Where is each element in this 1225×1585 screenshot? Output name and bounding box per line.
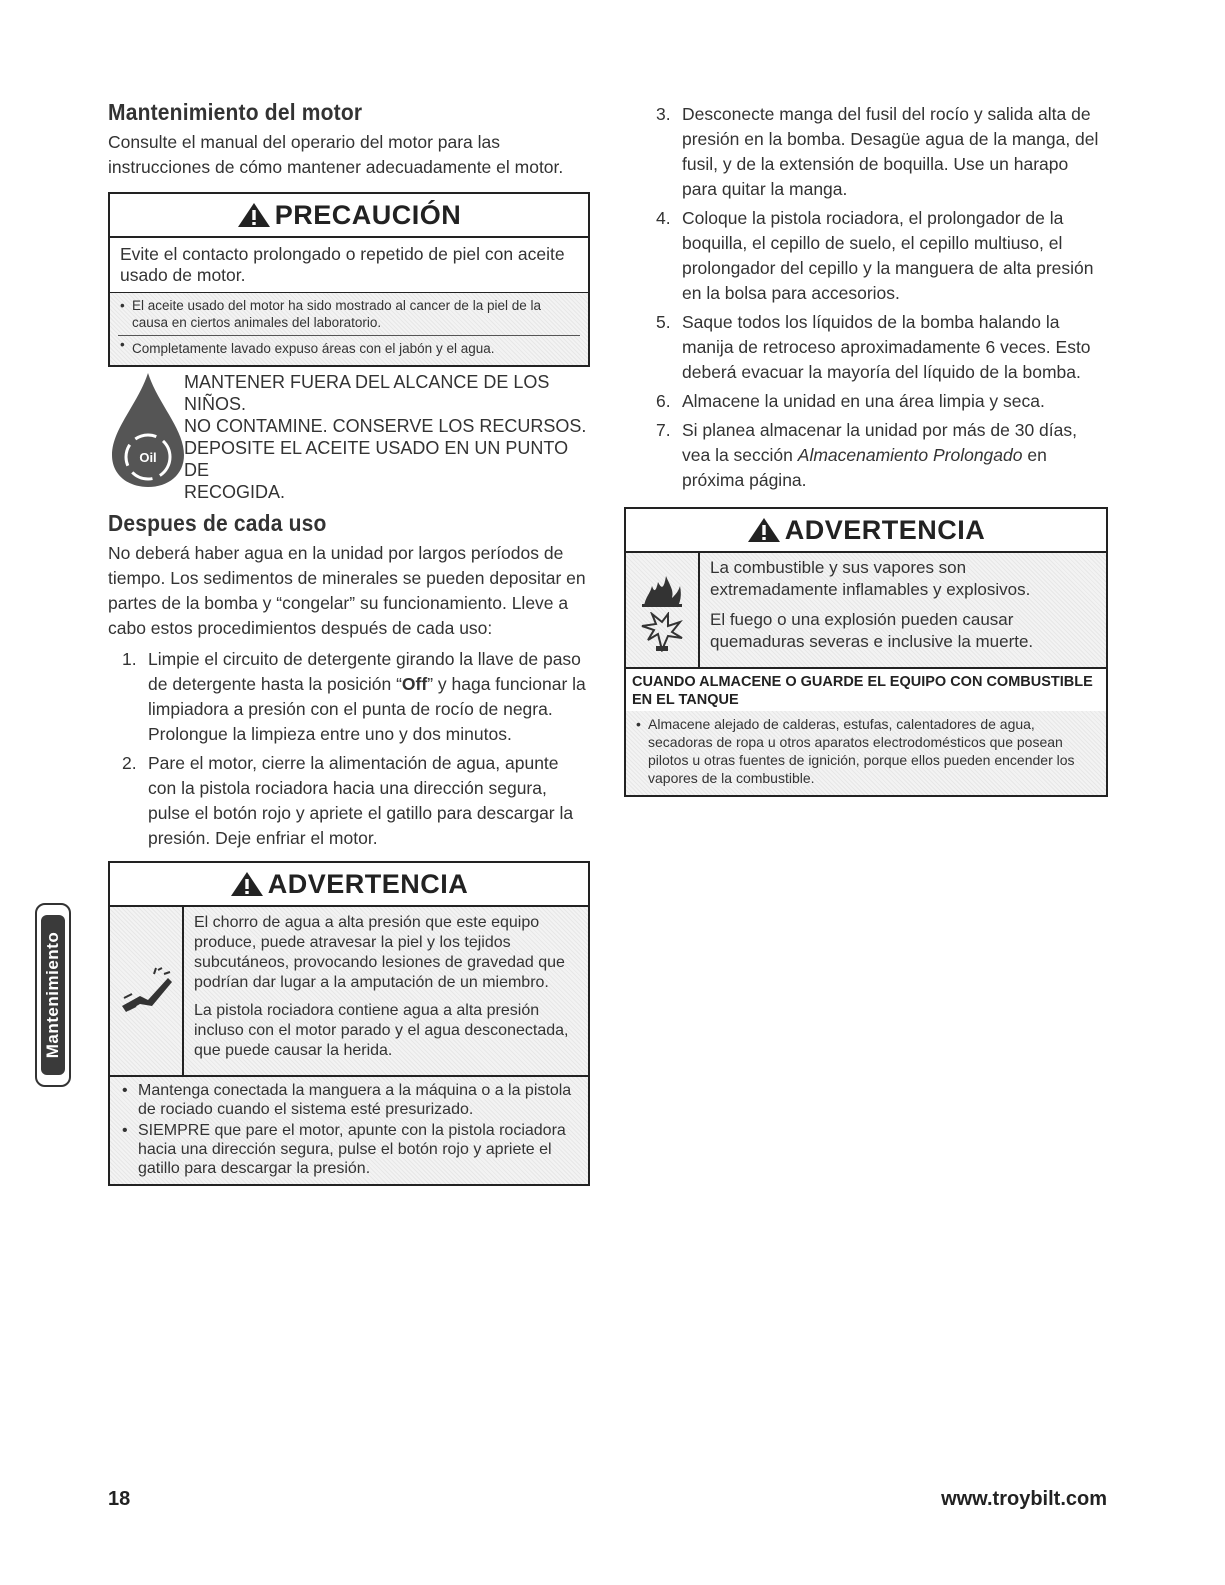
section-side-tab <box>35 903 71 1087</box>
step-number: 6. <box>656 391 671 411</box>
warning-header <box>626 509 1106 553</box>
caution-header <box>110 194 588 238</box>
fuel-storage-bullet: • Almacene alejado de calderas, estufas, calentadores de agua, secadoras de ropa u otros aparatos electrodomésticos que posean pilotos u otras fuentes de ignición, porque ellos pueden encender los vapores de la combustible. <box>634 715 1098 787</box>
step-item: 6. Almacene la unidad en una área limpia y seca. <box>642 389 1108 414</box>
storage-steps <box>642 102 1108 493</box>
warning-triangle-icon <box>747 517 781 543</box>
caution-bullet: • Completamente lavado expuso áreas con el jabón y el agua. <box>118 335 580 357</box>
step-item: 4. Coloque la pistola rociadora, el prolongador de la boquilla, el cepillo de suelo, el cepillo multiuso, el prolongador del cepillo y la manguera de alta presión en la bolsa para accesorios. <box>656 208 1094 303</box>
warning-paragraph: La combustible y sus vapores son extremadamente inflamables y explosivos. <box>710 558 1031 599</box>
side-tab-label: Mantenimiento <box>43 931 62 1059</box>
step-item: 2. Pare el motor, cierre la alimentación de agua, apunte con la pistola rociadora hacia una dirección segura, pulse el botón rojo y apriete el gatillo para descargar la presión. Deje enfriar el motor. <box>122 753 574 848</box>
caution-text: Evite el contacto prolongado o repetido de piel con aceite usado de motor. <box>110 238 588 293</box>
warning-title: ADVERTENCIA <box>784 515 986 545</box>
after-use-body: No deberá haber agua en la unidad por largos períodos de tiempo. Los sedimentos de minerales se pueden depositar en partes de la bomba y “congelar” su funcionamiento. Lleve a cabo estos procedimientos después de cada uso: <box>108 543 586 638</box>
warning-paragraph: El chorro de agua a alta presión que este equipo produce, puede atravesar la piel y los tejidos subcutáneos, provocando lesiones de gravedad que podrían dar lugar a la amputación de un miembro. <box>194 914 565 991</box>
left-column <box>108 100 590 1186</box>
step-item: 3. Desconecte manga del fusil del rocío y salida alta de presión en la bomba. Desagüe agua de la manga, del fusil, y de la extensión de boquilla. Use un harapo para quitar la manga. <box>656 104 1099 199</box>
fuel-storage-subheading: CUANDO ALMACENE O GUARDE EL EQUIPO CON COMBUSTIBLE EN EL TANQUE <box>632 674 1093 708</box>
oil-recycle-notice <box>108 369 590 502</box>
step-item: 7. Si planea almacenar la unidad por más de 30 días, vea la sección Almacenamiento Prolongado en próxima página. <box>656 420 1077 490</box>
warning-bullet-list <box>110 1077 588 1184</box>
step-number: 1. <box>122 649 137 669</box>
warning-title: ADVERTENCIA <box>267 869 469 899</box>
warning-bullet: • Mantenga conectada la manguera a la máquina o a la pistola de rociado cuando el sistema esté presurizado. <box>118 1081 580 1119</box>
step-item: 5. Saque todos los líquidos de la bomba halando la manija de retroceso aproximadamente 6 veces. Esto deberá evacuar la mayoría del líquido de la bomba. <box>656 312 1091 382</box>
caution-box <box>108 192 590 367</box>
warning-paragraph: El fuego o una explosión pueden causar quemaduras severas e inclusive la muerte. <box>710 610 1034 651</box>
caution-bullet: • El aceite usado del motor ha sido mostrado al cancer de la piel de la causa en ciertos animales del laboratorio. <box>118 297 580 331</box>
storage-section-link-text: Almacenamiento Prolongado <box>797 445 1023 465</box>
warning-content-row <box>110 907 588 1077</box>
high-pressure-injection-icon <box>118 966 174 1016</box>
caution-title: PRECAUCIÓN <box>274 200 462 230</box>
step-number: 5. <box>656 312 671 332</box>
motor-maintenance-body: Consulte el manual del operario del motor para las instrucciones de cómo mantener adecuadamente el motor. <box>108 132 564 177</box>
fuel-storage-bullet-list <box>626 711 1106 795</box>
warning-triangle-icon <box>230 871 264 897</box>
warning-header <box>110 863 588 907</box>
warning-box-pressure <box>108 861 590 1186</box>
fire-icon <box>640 568 684 608</box>
footer-url: www.troybilt.com <box>941 1488 1107 1510</box>
right-column <box>632 102 1108 797</box>
oil-icon-label: Oil <box>139 450 157 465</box>
warning-box-fuel <box>624 507 1108 797</box>
step-number: 3. <box>656 104 671 124</box>
warning-content-row <box>626 553 1106 669</box>
warning-bullet: • SIEMPRE que pare el motor, apunte con la pistola rociadora hacia una dirección segura, pulse el botón rojo y apriete el gatillo para descargar la presión. <box>118 1121 580 1178</box>
step-number: 7. <box>656 420 671 440</box>
oil-recycle-text: MANTENER FUERA DEL ALCANCE DE LOS NIÑOS. NO CONTAMINE. CONSERVE LOS RECURSOS. DEPOSITE EL ACEITE USADO EN UN PUNTO DE RECOGIDA. <box>184 372 587 502</box>
step-item: 1. Limpie el circuito de detergente girando la llave de paso de detergente hasta la posición “Off” y haga funcionar la limpiadora a presión con el punta de rocío de negra. Prolongue la limpieza entre uno y dos minutos. <box>122 649 586 744</box>
explosion-icon <box>640 612 684 652</box>
section-heading-motor-maintenance: Mantenimiento del motor <box>108 100 363 126</box>
step-number: 4. <box>656 208 671 228</box>
caution-bullet-list <box>110 293 588 365</box>
after-use-steps <box>108 647 590 851</box>
step-number: 2. <box>122 753 137 773</box>
section-heading-after-use: Despues de cada uso <box>108 511 327 537</box>
page-number: 18 <box>108 1488 131 1510</box>
oil-drop-recycle-icon <box>108 369 188 489</box>
warning-paragraph: La pistola rociadora contiene agua a alta presión incluso con el motor parado y el agua desconectada, que puede causar la herida. <box>194 1002 569 1059</box>
warning-triangle-icon <box>237 202 271 228</box>
